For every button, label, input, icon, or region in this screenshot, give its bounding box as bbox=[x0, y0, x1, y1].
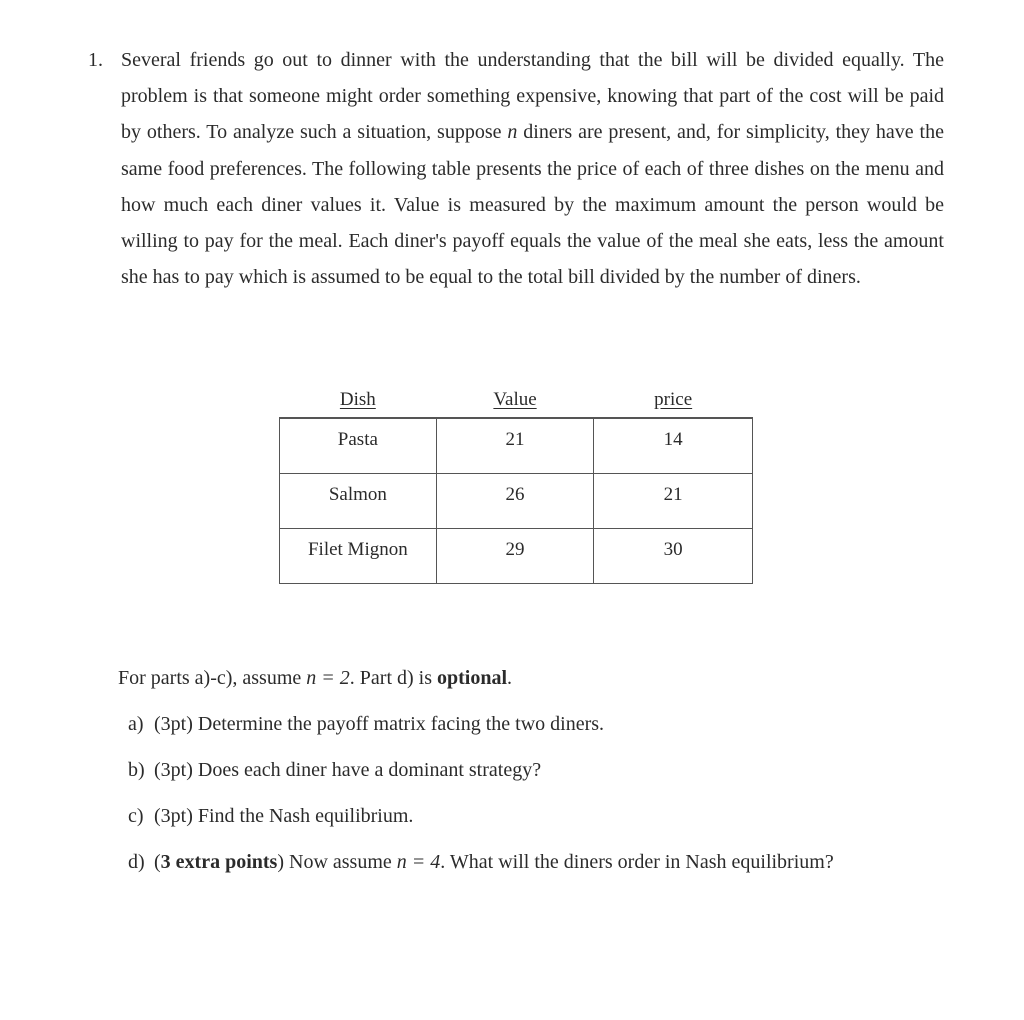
price-cell: 21 bbox=[594, 473, 753, 528]
dish-cell: Filet Mignon bbox=[280, 528, 437, 583]
price-cell: 14 bbox=[594, 418, 753, 473]
part-a bbox=[118, 706, 958, 742]
part-d-extra-points: 3 extra points bbox=[160, 851, 278, 873]
menu-table-container bbox=[279, 389, 753, 584]
paragraph-part-2: diners are present, and, for simplicity, they have the same food preferences. The following table presents the price of each of three dishes on the menu and how much each diner values it. Value is measured by the maximum amount the person would be willing to pay for the meal. Each diner's payoff equals the value of the meal she eats, less the amount she has to pay which is assumed to be equal to the total bill divided by the number of diners. bbox=[121, 121, 944, 289]
intro-text: For parts a)-c), assume bbox=[118, 667, 307, 689]
intro-text-middle: . Part d) is bbox=[349, 667, 437, 689]
variable-n: n bbox=[507, 121, 518, 144]
parts-intro bbox=[118, 660, 958, 696]
dish-cell: Pasta bbox=[280, 418, 437, 473]
table-row bbox=[280, 528, 753, 583]
part-c-letter: c) bbox=[128, 805, 144, 827]
paragraph-part-1: Several friends go out to dinner with the understanding that the bill will be divided equally. The problem is that someone might order something expensive, knowing that part of the cost will be paid by others. To analyze such a situation, suppose bbox=[121, 49, 944, 144]
value-cell: 21 bbox=[436, 418, 594, 473]
problem-statement bbox=[88, 42, 958, 295]
problem-paragraph bbox=[121, 42, 944, 295]
part-b-text: (3pt) Does each diner have a dominant strategy? bbox=[154, 759, 542, 781]
part-d-close: ) Now assume bbox=[277, 851, 397, 873]
part-d-letter: d) bbox=[128, 851, 145, 873]
intro-period: . bbox=[507, 667, 513, 689]
header-value: Value bbox=[436, 389, 594, 418]
problem-1 bbox=[88, 42, 958, 295]
table-row bbox=[280, 473, 753, 528]
part-d-math: n = 4 bbox=[396, 851, 441, 873]
part-a-letter: a) bbox=[128, 713, 144, 735]
intro-optional: optional bbox=[437, 667, 508, 689]
question-parts bbox=[118, 660, 958, 880]
part-c bbox=[118, 798, 958, 834]
price-cell: 30 bbox=[594, 528, 753, 583]
dish-cell: Salmon bbox=[280, 473, 437, 528]
problem-number: 1. bbox=[88, 49, 103, 71]
part-d-rest: . What will the diners order in Nash equilibrium? bbox=[440, 851, 834, 873]
value-cell: 26 bbox=[436, 473, 594, 528]
header-dish: Dish bbox=[280, 389, 437, 418]
table-header-row bbox=[280, 389, 753, 418]
part-b-letter: b) bbox=[128, 759, 145, 781]
menu-table bbox=[279, 389, 753, 584]
part-b bbox=[118, 752, 958, 788]
part-d-text bbox=[154, 844, 944, 880]
part-d bbox=[118, 844, 958, 880]
part-d-open: ( bbox=[154, 851, 161, 873]
table-row bbox=[280, 418, 753, 473]
part-c-text: (3pt) Find the Nash equilibrium. bbox=[154, 805, 414, 827]
part-a-text: (3pt) Determine the payoff matrix facing the two diners. bbox=[154, 713, 605, 735]
intro-math: n = 2 bbox=[306, 667, 350, 689]
header-price: price bbox=[594, 389, 753, 418]
value-cell: 29 bbox=[436, 528, 594, 583]
